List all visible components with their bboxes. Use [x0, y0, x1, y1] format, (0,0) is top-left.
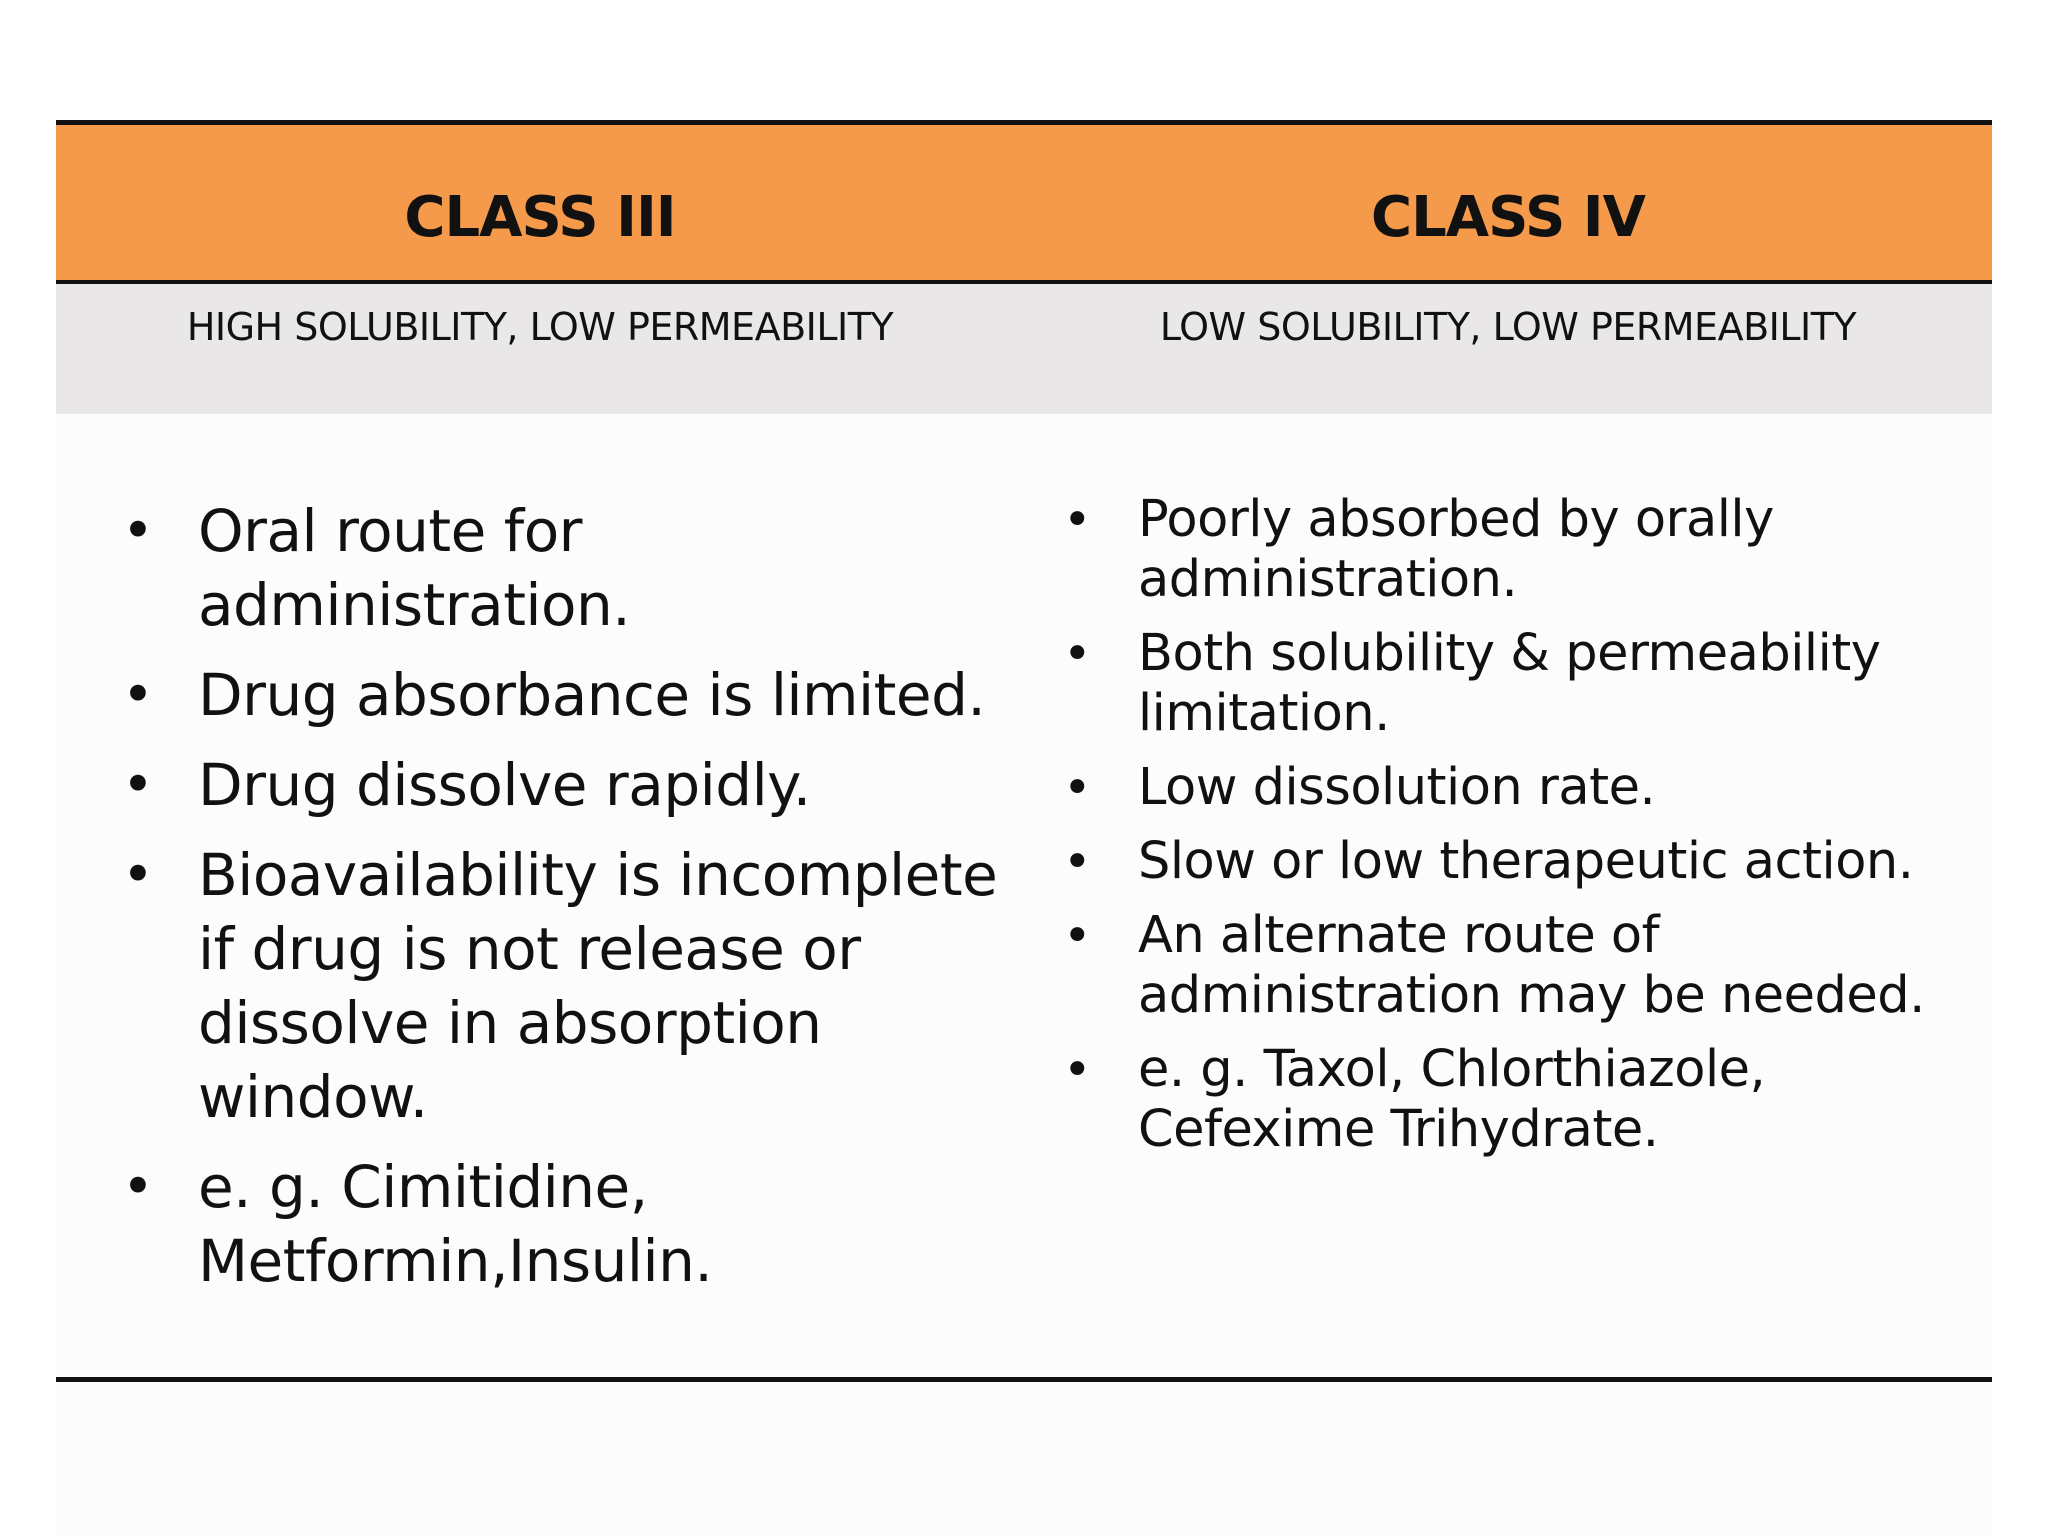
- list-item: [122, 658, 1002, 732]
- class-iii-subtitle: HIGH SOLUBILITY, LOW PERMEABILITY: [186, 305, 894, 349]
- bullet-icon: •: [122, 499, 154, 562]
- header-rule: [56, 280, 1992, 284]
- list-item: [1062, 832, 1982, 892]
- class-iv-bullet-list: [1062, 490, 1982, 1174]
- list-item-text: Both solubility & permeability limitation.: [1138, 624, 1881, 743]
- list-item-text: Poorly absorbed by orally administration.: [1138, 490, 1774, 609]
- list-item: [1062, 758, 1982, 818]
- list-item-text: Oral route for administration.: [198, 497, 631, 639]
- list-item-text: Bioavailability is incomplete if drug is not release or dissolve in absorption window.: [198, 841, 998, 1131]
- bottom-rule: [56, 1377, 1992, 1382]
- bullet-icon: •: [122, 1155, 154, 1218]
- list-item-text: Drug absorbance is limited.: [198, 661, 986, 729]
- list-item-text: e. g. Cimitidine, Metformin,Insulin.: [198, 1153, 713, 1295]
- bullet-icon: •: [122, 753, 154, 816]
- bullet-icon: •: [1063, 760, 1091, 816]
- list-item-text: Drug dissolve rapidly.: [198, 751, 811, 819]
- list-item: [122, 748, 1002, 822]
- list-item: [1062, 1040, 1982, 1160]
- list-item: [122, 494, 1002, 642]
- class-iv-subtitle: LOW SOLUBILITY, LOW PERMEABILITY: [1159, 305, 1857, 349]
- list-item: [122, 838, 1002, 1134]
- list-item: [122, 1150, 1002, 1298]
- list-item-text: An alternate route of administration may be needed.: [1138, 906, 1925, 1025]
- bullet-icon: •: [1063, 834, 1091, 890]
- list-item-text: Slow or low therapeutic action.: [1138, 832, 1914, 891]
- bullet-icon: •: [1063, 626, 1091, 682]
- class-iii-bullet-list: [122, 494, 1002, 1314]
- class-iv-title: CLASS IV: [1371, 185, 1645, 250]
- list-item: [1062, 490, 1982, 610]
- list-item-text: e. g. Taxol, Chlorthiazole, Cefexime Trihydrate.: [1138, 1040, 1766, 1159]
- bullet-icon: •: [122, 663, 154, 726]
- bullet-icon: •: [1063, 492, 1091, 548]
- list-item: [1062, 624, 1982, 744]
- list-item: [1062, 906, 1982, 1026]
- bullet-icon: •: [1063, 908, 1091, 964]
- list-item-text: Low dissolution rate.: [1138, 758, 1656, 817]
- bullet-icon: •: [1063, 1042, 1091, 1098]
- class-iii-title: CLASS III: [404, 185, 676, 250]
- top-rule: [56, 120, 1992, 125]
- bullet-icon: •: [122, 843, 154, 906]
